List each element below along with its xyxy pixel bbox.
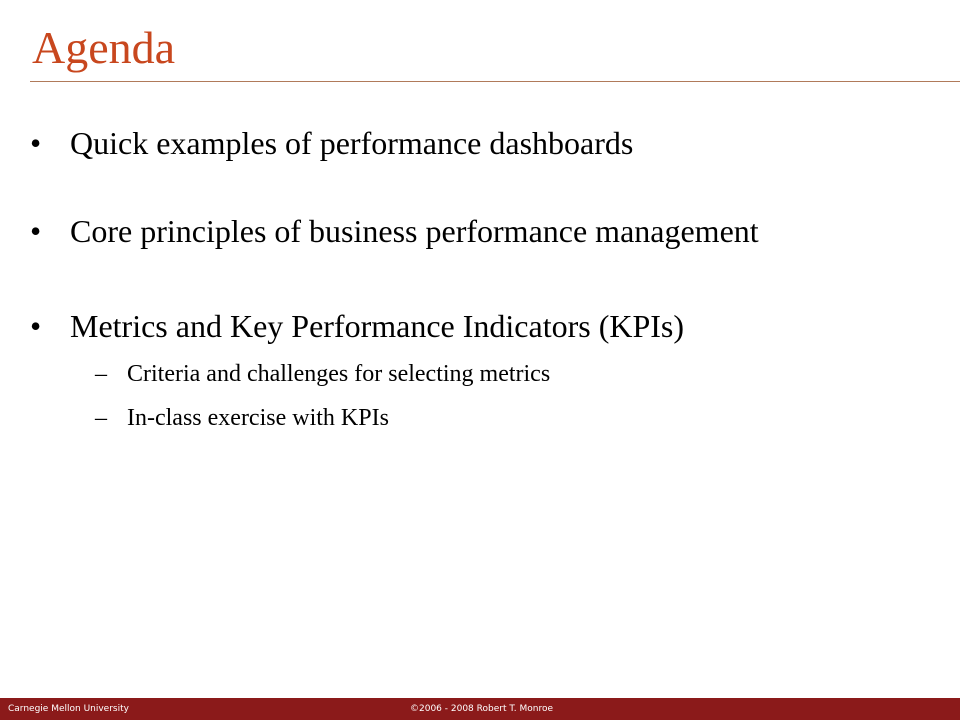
footer-bar — [0, 698, 960, 720]
slide-title: Agenda — [32, 22, 176, 73]
bullet-marker: • — [30, 213, 42, 249]
agenda-item-principles — [30, 211, 759, 251]
agenda-item-metrics — [30, 306, 684, 346]
sub-bullet-marker: – — [95, 405, 107, 431]
agenda-item-text: Quick examples of performance dashboards — [70, 125, 634, 161]
bullet-marker: • — [30, 125, 42, 161]
footer-university: Carnegie Mellon University — [8, 704, 129, 714]
agenda-item-text: Core principles of business performance management — [70, 213, 759, 249]
sub-item-criteria — [95, 359, 550, 389]
bullet-marker: • — [30, 308, 42, 344]
footer-copyright: ©2006 - 2008 Robert T. Monroe — [410, 704, 554, 714]
sub-item-text: In-class exercise with KPIs — [127, 405, 389, 431]
sub-item-exercise — [95, 403, 389, 433]
sub-bullet-marker: – — [95, 361, 107, 387]
agenda-item-dashboards — [30, 123, 633, 163]
sub-item-text: Criteria and challenges for selecting metrics — [127, 361, 551, 387]
agenda-item-text: Metrics and Key Performance Indicators (KPIs) — [70, 308, 685, 344]
